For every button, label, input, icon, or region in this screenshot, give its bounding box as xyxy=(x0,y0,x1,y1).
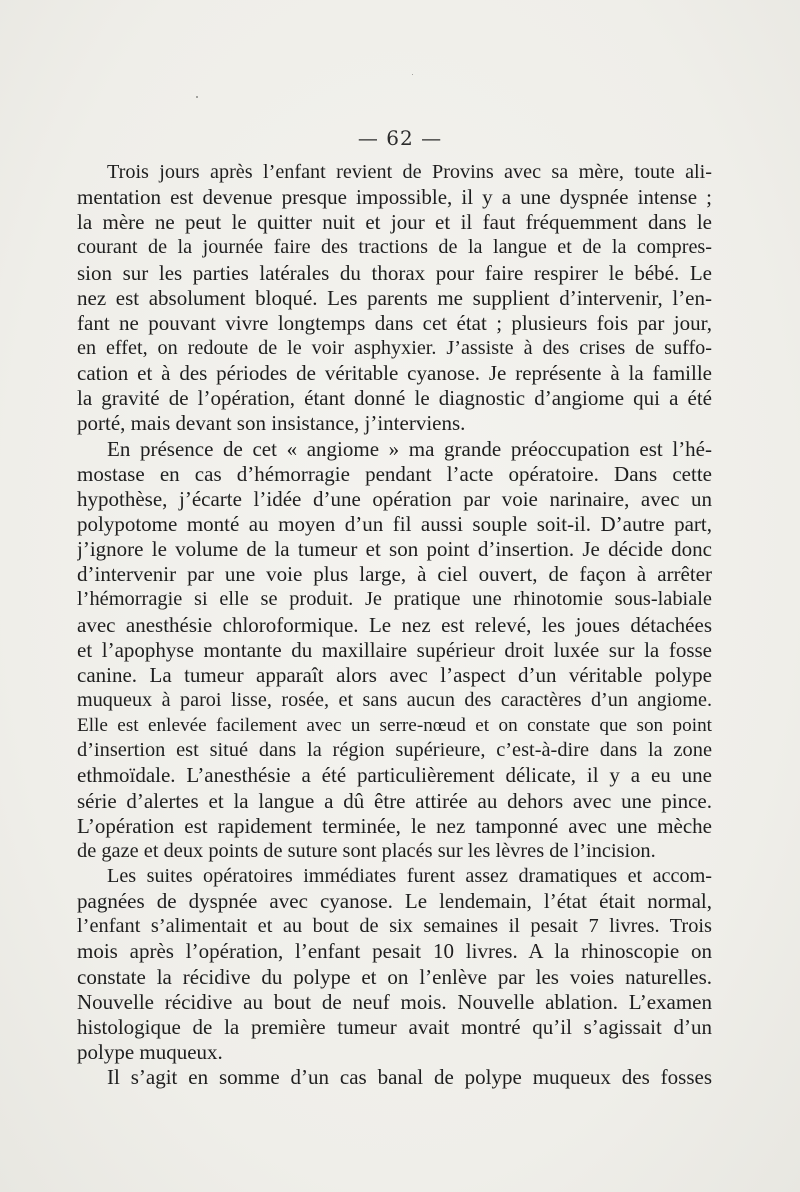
text-line: L’opération est rapidement terminée, le nez tamponné avec une mèche xyxy=(77,813,712,838)
text-line: mois après l’opération, l’enfant pesait 10 livres. A la rhinoscopie on xyxy=(77,939,712,964)
paper-speck xyxy=(412,74,413,75)
text-line: la gravité de l’opération, étant donné le diagnostic d’angiome qui a été xyxy=(77,386,712,411)
text-line: mostase en cas d’hémorragie pendant l’acte opératoire. Dans cette xyxy=(77,461,712,486)
text-line: muqueux à paroi lisse, rosée, et sans aucun des caractères d’un angiome. xyxy=(77,688,712,711)
text-line: l’enfant s’alimentait et au bout de six semaines il pesait 7 livres. Trois xyxy=(77,915,712,938)
text-line: polypotome monté au moyen d’un fil aussi souple soit-il. D’autre part, xyxy=(77,511,712,536)
text-line: canine. La tumeur apparaît alors avec l’aspect d’un véritable polype xyxy=(77,662,712,687)
text-line: j’ignore le volume de la tumeur et son point d’insertion. Je décide donc xyxy=(77,537,712,562)
text-line: fant ne pouvant vivre longtemps dans cet état ; plusieurs fois par jour, xyxy=(77,310,712,335)
text-line: la mère ne peut le quitter nuit et jour et il faut fréquemment dans le xyxy=(77,210,712,235)
text-line: mentation est devenue presque impossible, il y a une dyspnée intense ; xyxy=(77,185,712,210)
page-number: — 62 — xyxy=(357,126,443,150)
text-line: pagnées de dyspnée avec cyanose. Le lendemain, l’état était normal, xyxy=(77,889,712,914)
text-line: avec anesthésie chloroformique. Le nez est relevé, les joues détachées xyxy=(77,612,712,637)
text-line: sion sur les parties latérales du thorax pour faire respirer le bébé. Le xyxy=(77,260,712,285)
text-line: Trois jours après l’enfant revient de Provins avec sa mère, toute ali- xyxy=(107,161,712,183)
body-text xyxy=(77,160,712,1090)
text-line: d’insertion est situé dans la région supérieure, c’est-à-dire dans la zone xyxy=(77,739,712,762)
text-line: l’hémorragie si elle se produit. Je pratique une rhinotomie sous-labiale xyxy=(77,588,712,611)
text-line: polype muqueux. xyxy=(77,1039,223,1064)
text-line: nez est absolument bloqué. Les parents me supplient d’intervenir, l’en- xyxy=(77,285,712,310)
text-line: hypothèse, j’écarte l’idée d’une opération par voie narinaire, avec un xyxy=(77,486,712,511)
text-line: Il s’agit en somme d’un cas banal de polype muqueux des fosses xyxy=(107,1065,712,1090)
paper-speck xyxy=(196,96,198,98)
text-line: courant de la journée faire des tractions de la langue et de la compres- xyxy=(77,236,712,259)
text-line: série d’alertes et la langue a dû être attirée au dehors avec une pince. xyxy=(77,788,712,813)
text-line: de gaze et deux points de suture sont placés sur les lèvres de l’incision. xyxy=(77,839,656,862)
text-line: d’intervenir par une voie plus large, à ciel ouvert, de façon à arrêter xyxy=(77,562,712,587)
text-line: ethmoïdale. L’anesthésie a été particulièrement délicate, il y a eu une xyxy=(77,763,712,788)
text-line: constate la récidive du polype et on l’enlève par les voies naturelles. xyxy=(77,964,712,989)
text-line: cation et à des périodes de véritable cyanose. Je représente à la famille xyxy=(77,361,712,386)
text-line: en effet, on redoute de le voir asphyxier. J’assiste à des crises de suffo- xyxy=(77,336,712,359)
text-line: et l’apophyse montante du maxillaire supérieur droit luxée sur la fosse xyxy=(77,637,712,662)
text-line: Elle est enlevée facilement avec un serre-nœud et on constate que son point xyxy=(77,715,712,737)
text-line: Nouvelle récidive au bout de neuf mois. Nouvelle ablation. L’examen xyxy=(77,989,712,1014)
text-line: histologique de la première tumeur avait montré qu’il s’agissait d’un xyxy=(77,1014,712,1039)
text-line: porté, mais devant son insistance, j’interviens. xyxy=(77,411,466,436)
text-line: Les suites opératoires immédiates furent assez dramatiques et accom- xyxy=(107,864,712,887)
text-line: En présence de cet « angiome » ma grande préoccupation est l’hé- xyxy=(107,436,712,461)
